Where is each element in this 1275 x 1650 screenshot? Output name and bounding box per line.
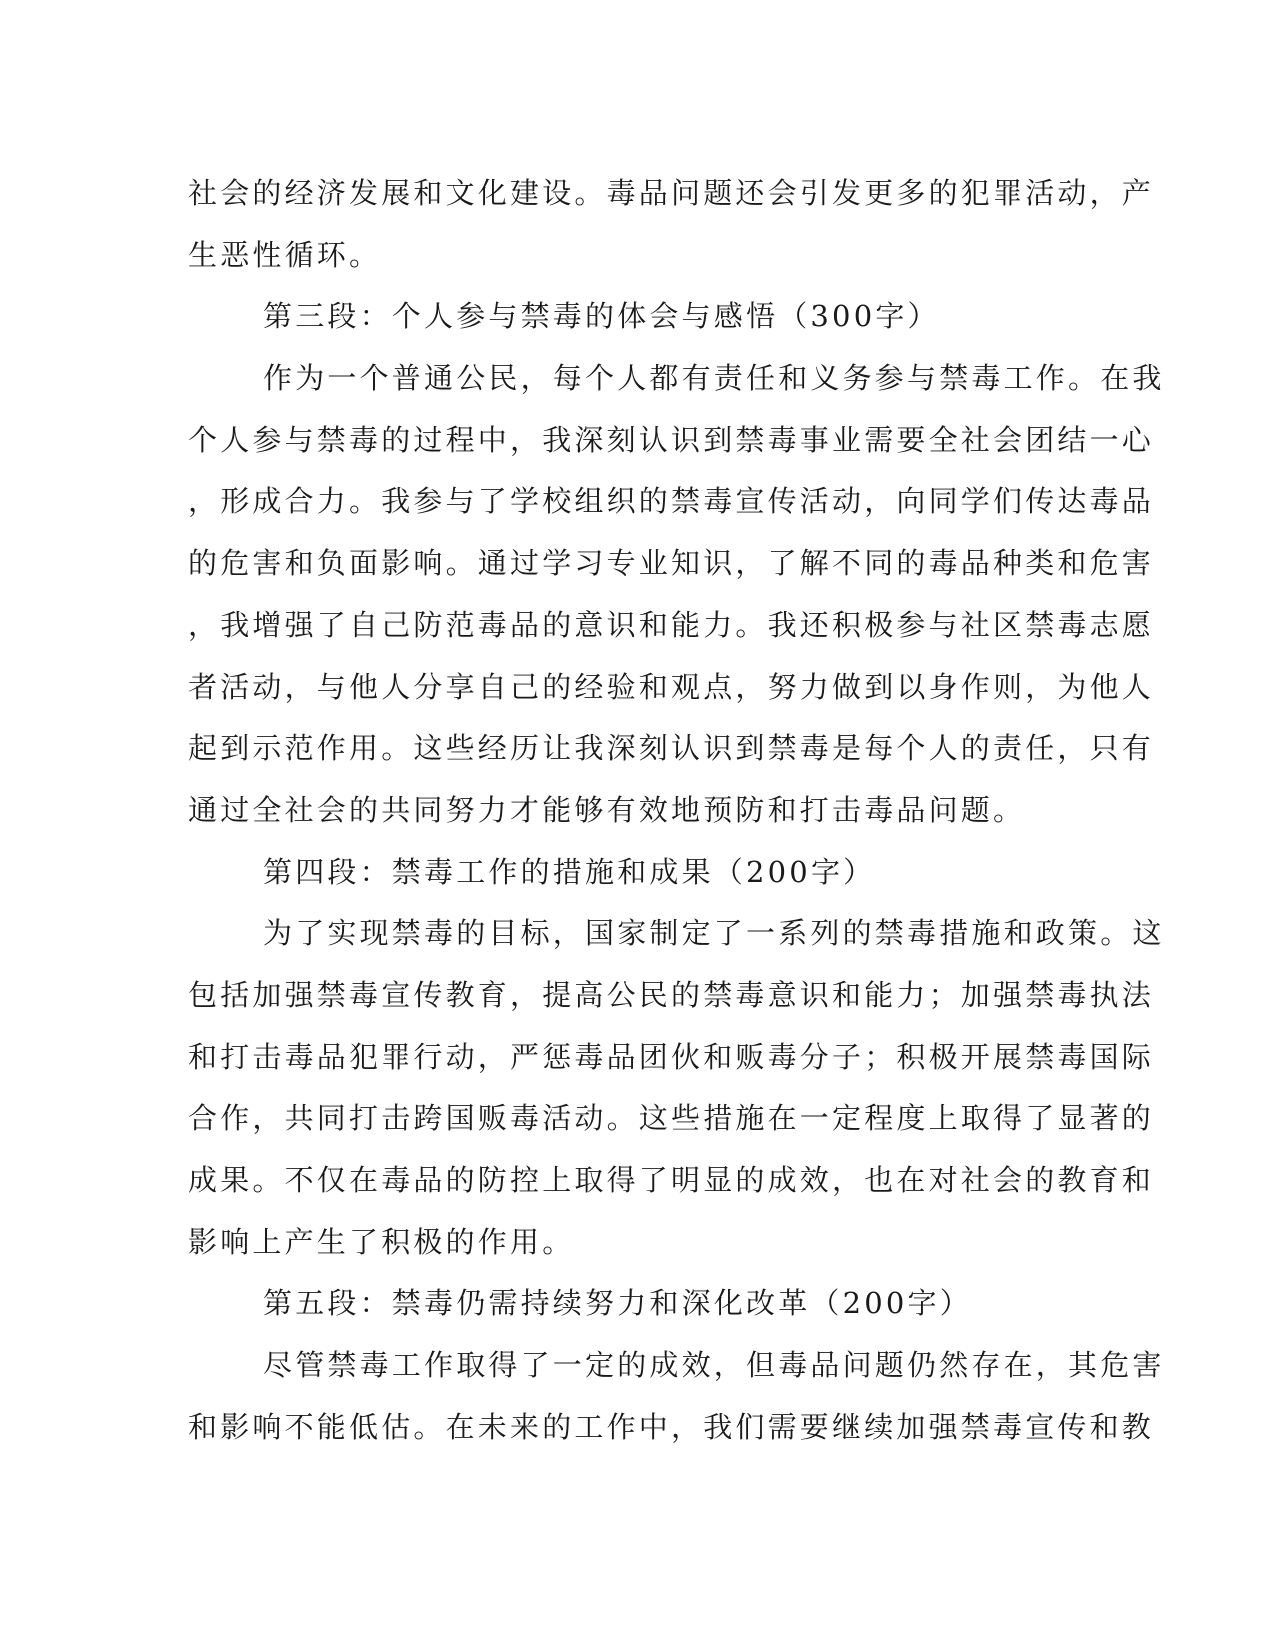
text-line: 社会的经济发展和文化建设。毒品问题还会引发更多的犯罪活动，产 [188,176,1155,210]
text-line: 者活动，与他人分享自己的经验和观点，努力做到以身作则，为他人 [188,669,1155,704]
text-line: 个人参与禁毒的过程中，我深刻认识到禁毒事业需要全社会团结一心 [188,422,1155,457]
text-line: 和影响不能低估。在未来的工作中，我们需要继续加强禁毒宣传和教 [188,1409,1155,1444]
text-line: 和打击毒品犯罪行动，严惩毒品团伙和贩毒分子；积极开展禁毒国际 [188,1039,1155,1074]
text-line: 影响上产生了积极的作用。 [188,1224,575,1259]
text-line: 合作，共同打击跨国贩毒活动。这些措施在一定程度上取得了显著的 [188,1101,1155,1136]
text-line: 生恶性循环。 [188,237,382,272]
text-line: 通过全社会的共同努力才能够有效地预防和打击毒品问题。 [188,792,1026,827]
document-body [188,163,1165,1458]
text-line: 起到示范作用。这些经历让我深刻认识到禁毒是每个人的责任，只有 [188,731,1155,766]
text-line: 尽管禁毒工作取得了一定的成效，但毒品问题仍然存在，其危害 [263,1348,1165,1383]
section-heading-4: 第四段：禁毒工作的措施和成果（200字） [263,854,876,889]
text-line: 包括加强禁毒宣传教育，提高公民的禁毒意识和能力；加强禁毒执法 [188,977,1155,1012]
text-line: ，形成合力。我参与了学校组织的禁毒宣传活动，向同学们传达毒品 [188,484,1155,519]
text-line: 的危害和负面影响。通过学习专业知识，了解不同的毒品种类和危害 [188,546,1155,581]
text-line: 作为一个普通公民，每个人都有责任和义务参与禁毒工作。在我 [263,361,1165,396]
text-line: 为了实现禁毒的目标，国家制定了一系列的禁毒措施和政策。这 [263,916,1165,951]
text-line: 成果。不仅在毒品的防控上取得了明显的成效，也在对社会的教育和 [188,1163,1155,1197]
section-heading-5: 第五段：禁毒仍需持续努力和深化改革（200字） [263,1286,972,1321]
section-heading-3: 第三段：个人参与禁毒的体会与感悟（300字） [263,299,940,334]
text-line: ，我增强了自己防范毒品的意识和能力。我还积极参与社区禁毒志愿 [188,607,1155,642]
